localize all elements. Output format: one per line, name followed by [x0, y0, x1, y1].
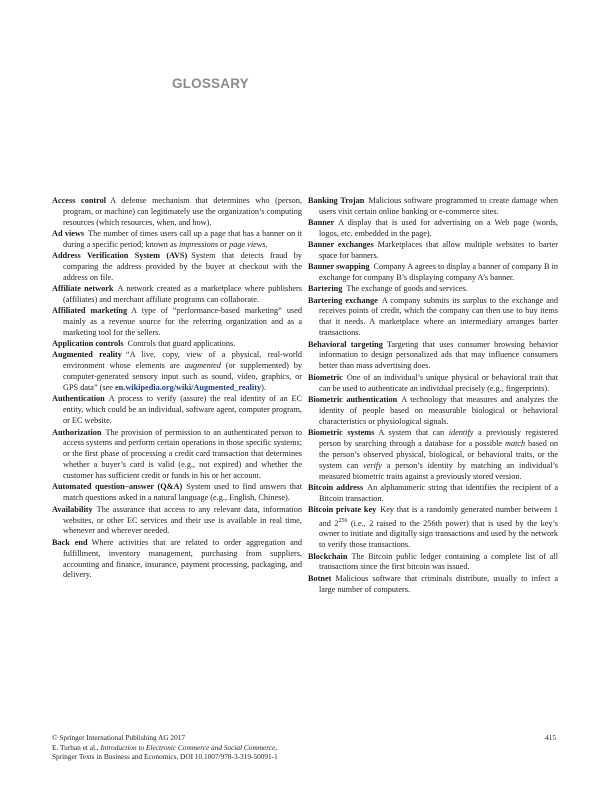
emphasized-text: impressions [178, 240, 219, 249]
definition-text: System that detects fraud by comparing the address provided by the buyer at checkout with the address on file. [63, 251, 302, 283]
glossary-entry [308, 373, 558, 395]
glossary-entry [52, 538, 302, 582]
definition-text: Where activities that are related to order aggregation and fulfillment, inventory management, purchasing from suppliers, accounting and finance, insurance, payment processing, packaging, and delivery. [63, 537, 303, 580]
glossary-term: Bitcoin address [308, 482, 364, 492]
page-footer [52, 733, 556, 762]
glossary-entry [52, 482, 302, 504]
glossary-entry [308, 395, 558, 428]
definition-text: (i.e., 2 raised to the 256th power) that is used by the key’s owner to initiate and digitally sign transactions and used by the network to verify those transactions. [319, 518, 558, 550]
glossary-entry [308, 284, 558, 295]
definition-text: a previously registered person by searching through a database for a possible [319, 427, 558, 448]
definition-text: A process to verify (assure) the real identity of an EC entity, which could be an individual, software agent, computer program, or EC website. [63, 394, 302, 426]
definition-text: The exchange of goods and services. [346, 284, 468, 294]
glossary-entry [52, 251, 302, 284]
definition-text: Targeting that uses consumer browsing behavior information to design personalized ads that may influence consumers better than mass advertising does. [319, 339, 558, 371]
definition-text: Malicious software programmed to create damage when users visit certain online banking or e-commerce sites. [319, 196, 558, 216]
doi-line: Springer Texts in Business and Economics, DOI 10.1007/978-3-319-50091-1 [52, 752, 278, 762]
glossary-term: Bartering exchange [308, 295, 378, 305]
definition-text: A defense mechanism that determines who (person, program, or machine) can legitimately use the organization’s computing resources (which resources, when, and how). [63, 196, 302, 227]
glossary-term: Biometric systems [308, 427, 375, 437]
definition-text: a person’s identity by matching an individual’s measured biometric traits against a previously stored version. [319, 460, 559, 481]
definition-text: System used to find answers that match questions asked in a natural language (e.g., English, Chinese). [63, 482, 302, 503]
glossary-entry [308, 340, 558, 373]
glossary-term: Behavioral targeting [308, 339, 383, 349]
glossary-entry [308, 505, 558, 552]
definition-text: A company submits its surplus to the exchange and receives points of credit, which the company can then use to buy items that it needs. A marketplace where an intermediary arranges barter transactions. [319, 295, 559, 338]
glossary-term: Banner [308, 218, 335, 228]
glossary-term: Banner exchanges [308, 240, 374, 250]
citation-line [52, 743, 556, 753]
definition-text: . [265, 240, 268, 249]
glossary-entry [52, 196, 302, 229]
glossary-term: Authorization [52, 427, 102, 437]
citation-authors: E. Turban et al., [52, 742, 101, 752]
glossary-entry [308, 552, 558, 574]
glossary-entry [308, 196, 558, 218]
copyright-line: © Springer International Publishing AG 2017 [52, 733, 186, 742]
glossary-term: Bitcoin private key [308, 504, 377, 514]
definition-text: based on the person’s observed physical, biological, or behavioral traits, or the system can [319, 438, 558, 470]
definition-text: Key that is a randomly generated number between 1 and 2 [319, 504, 558, 528]
glossary-entry [308, 574, 558, 596]
glossary-term: Bartering [308, 284, 343, 294]
glossary-entry [308, 483, 558, 505]
glossary-term: Botnet [308, 573, 332, 583]
glossary-entry [308, 240, 558, 262]
definition-text: (or supplemented) by computer-generated sensory input such as sound, video, graphics, or GPS data” (see [63, 361, 302, 393]
definition-text: A network created as a marketplace where publishers (affiliates) and merchant affiliate programs can collaborate. [63, 284, 302, 305]
book-title: Introduction to Electronic Commerce and Social Commerce [100, 742, 276, 752]
glossary-left-column [52, 196, 302, 582]
definition-text: A type of “performance-based marketing” used mainly as a revenue source for the referring organization and as a marketing tool for the sellers. [63, 306, 302, 338]
definition-text: The provision of permission to an authenticated person to access systems and perform certain operations in those specific systems; or the first phase of processing a credit card transaction that determines whether a buyer’s card is valid (e.g., not expired) and whether the customer has sufficient credit or funds in his or her account. [63, 427, 302, 481]
glossary-term: Availability [52, 504, 93, 514]
glossary-term: Automated question–answer (Q&A) [52, 482, 183, 492]
glossary-right-column [308, 196, 558, 596]
definition-text: ). [261, 383, 266, 393]
page-title: GLOSSARY [172, 76, 249, 91]
reference-link[interactable]: en.wikipedia.org/wiki/Augmented_reality [115, 383, 262, 393]
glossary-term: Affiliated marketing [52, 306, 128, 316]
glossary-term: Ad views [52, 229, 85, 239]
glossary-term: Application controls [52, 339, 124, 349]
emphasized-text: identify [448, 427, 474, 437]
definition-text: or [218, 240, 230, 249]
definition-text: A display that is used for advertising on a Web page (words, logos, etc. embedded in the page). [319, 218, 558, 239]
definition-text: The Bitcoin public ledger containing a complete list of all transactions since the first bitcoin was issued. [319, 551, 558, 572]
glossary-term: Biometric authentication [308, 394, 398, 404]
definition-text: An alphanumeric string that identifies the recipient of a Bitcoin transaction. [319, 482, 558, 503]
glossary-entry [52, 505, 302, 538]
citation-punct: , [275, 742, 278, 752]
glossary-entry [52, 394, 302, 427]
glossary-term: Address Verification System (AVS) [52, 251, 188, 261]
emphasized-text: page views [229, 240, 266, 249]
glossary-term: Banner swapping [308, 262, 370, 272]
superscript: 256 [338, 517, 348, 524]
definition-text: “A live, copy, view of a physical, real-world environment whose elements are [63, 350, 302, 371]
glossary-entry [52, 428, 302, 483]
glossary-term: Authentication [52, 394, 105, 404]
glossary-entry [52, 350, 302, 394]
page-number: 415 [545, 733, 556, 742]
definition-text: One of an individual’s unique physical or behavioral trait that can be used to authenticate an individual precisely (e.g., fingerprints). [319, 372, 558, 393]
glossary-entry [308, 296, 558, 340]
glossary-entry [308, 428, 558, 483]
glossary-term: Biometric [308, 372, 343, 382]
definition-text: Company A agrees to display a banner of company B in exchange for company B’s displaying company A’s banner. [319, 262, 558, 283]
definition-text: The number of times users call up a page that has a banner on it during a specific period; known as [63, 229, 303, 249]
definition-text: Marketplaces that allow multiple websites to barter space for banners. [319, 240, 558, 261]
glossary-term: Blockchain [308, 551, 348, 561]
glossary-entry [52, 229, 302, 251]
definition-text: Controls that guard applications. [127, 339, 236, 349]
glossary-term: Access control [52, 196, 107, 205]
definition-text: A system that can [378, 427, 449, 437]
glossary-term: Augmented reality [52, 350, 122, 360]
emphasized-text: augmented [184, 361, 221, 371]
definition-text: Malicious software that criminals distribute, usually to infect a large number of computers. [319, 573, 558, 594]
glossary-term: Affiliate network [52, 284, 114, 294]
glossary-entry [308, 262, 558, 284]
glossary-entry [52, 339, 302, 350]
glossary-term: Banking Trojan [308, 196, 365, 205]
glossary-entry [52, 284, 302, 306]
glossary-entry [52, 306, 302, 339]
glossary-term: Back end [52, 537, 88, 547]
definition-text: A technology that measures and analyzes the identity of people based on measurable biological or behavioral characteristics or physiological signals. [319, 394, 558, 426]
emphasized-text: verify [363, 460, 382, 470]
definition-text: The assurance that access to any relevant data, information websites, or other EC services and their use is available in real time, whenever and wherever needed. [63, 504, 302, 536]
glossary-entry [308, 218, 558, 240]
emphasized-text: match [504, 438, 526, 448]
